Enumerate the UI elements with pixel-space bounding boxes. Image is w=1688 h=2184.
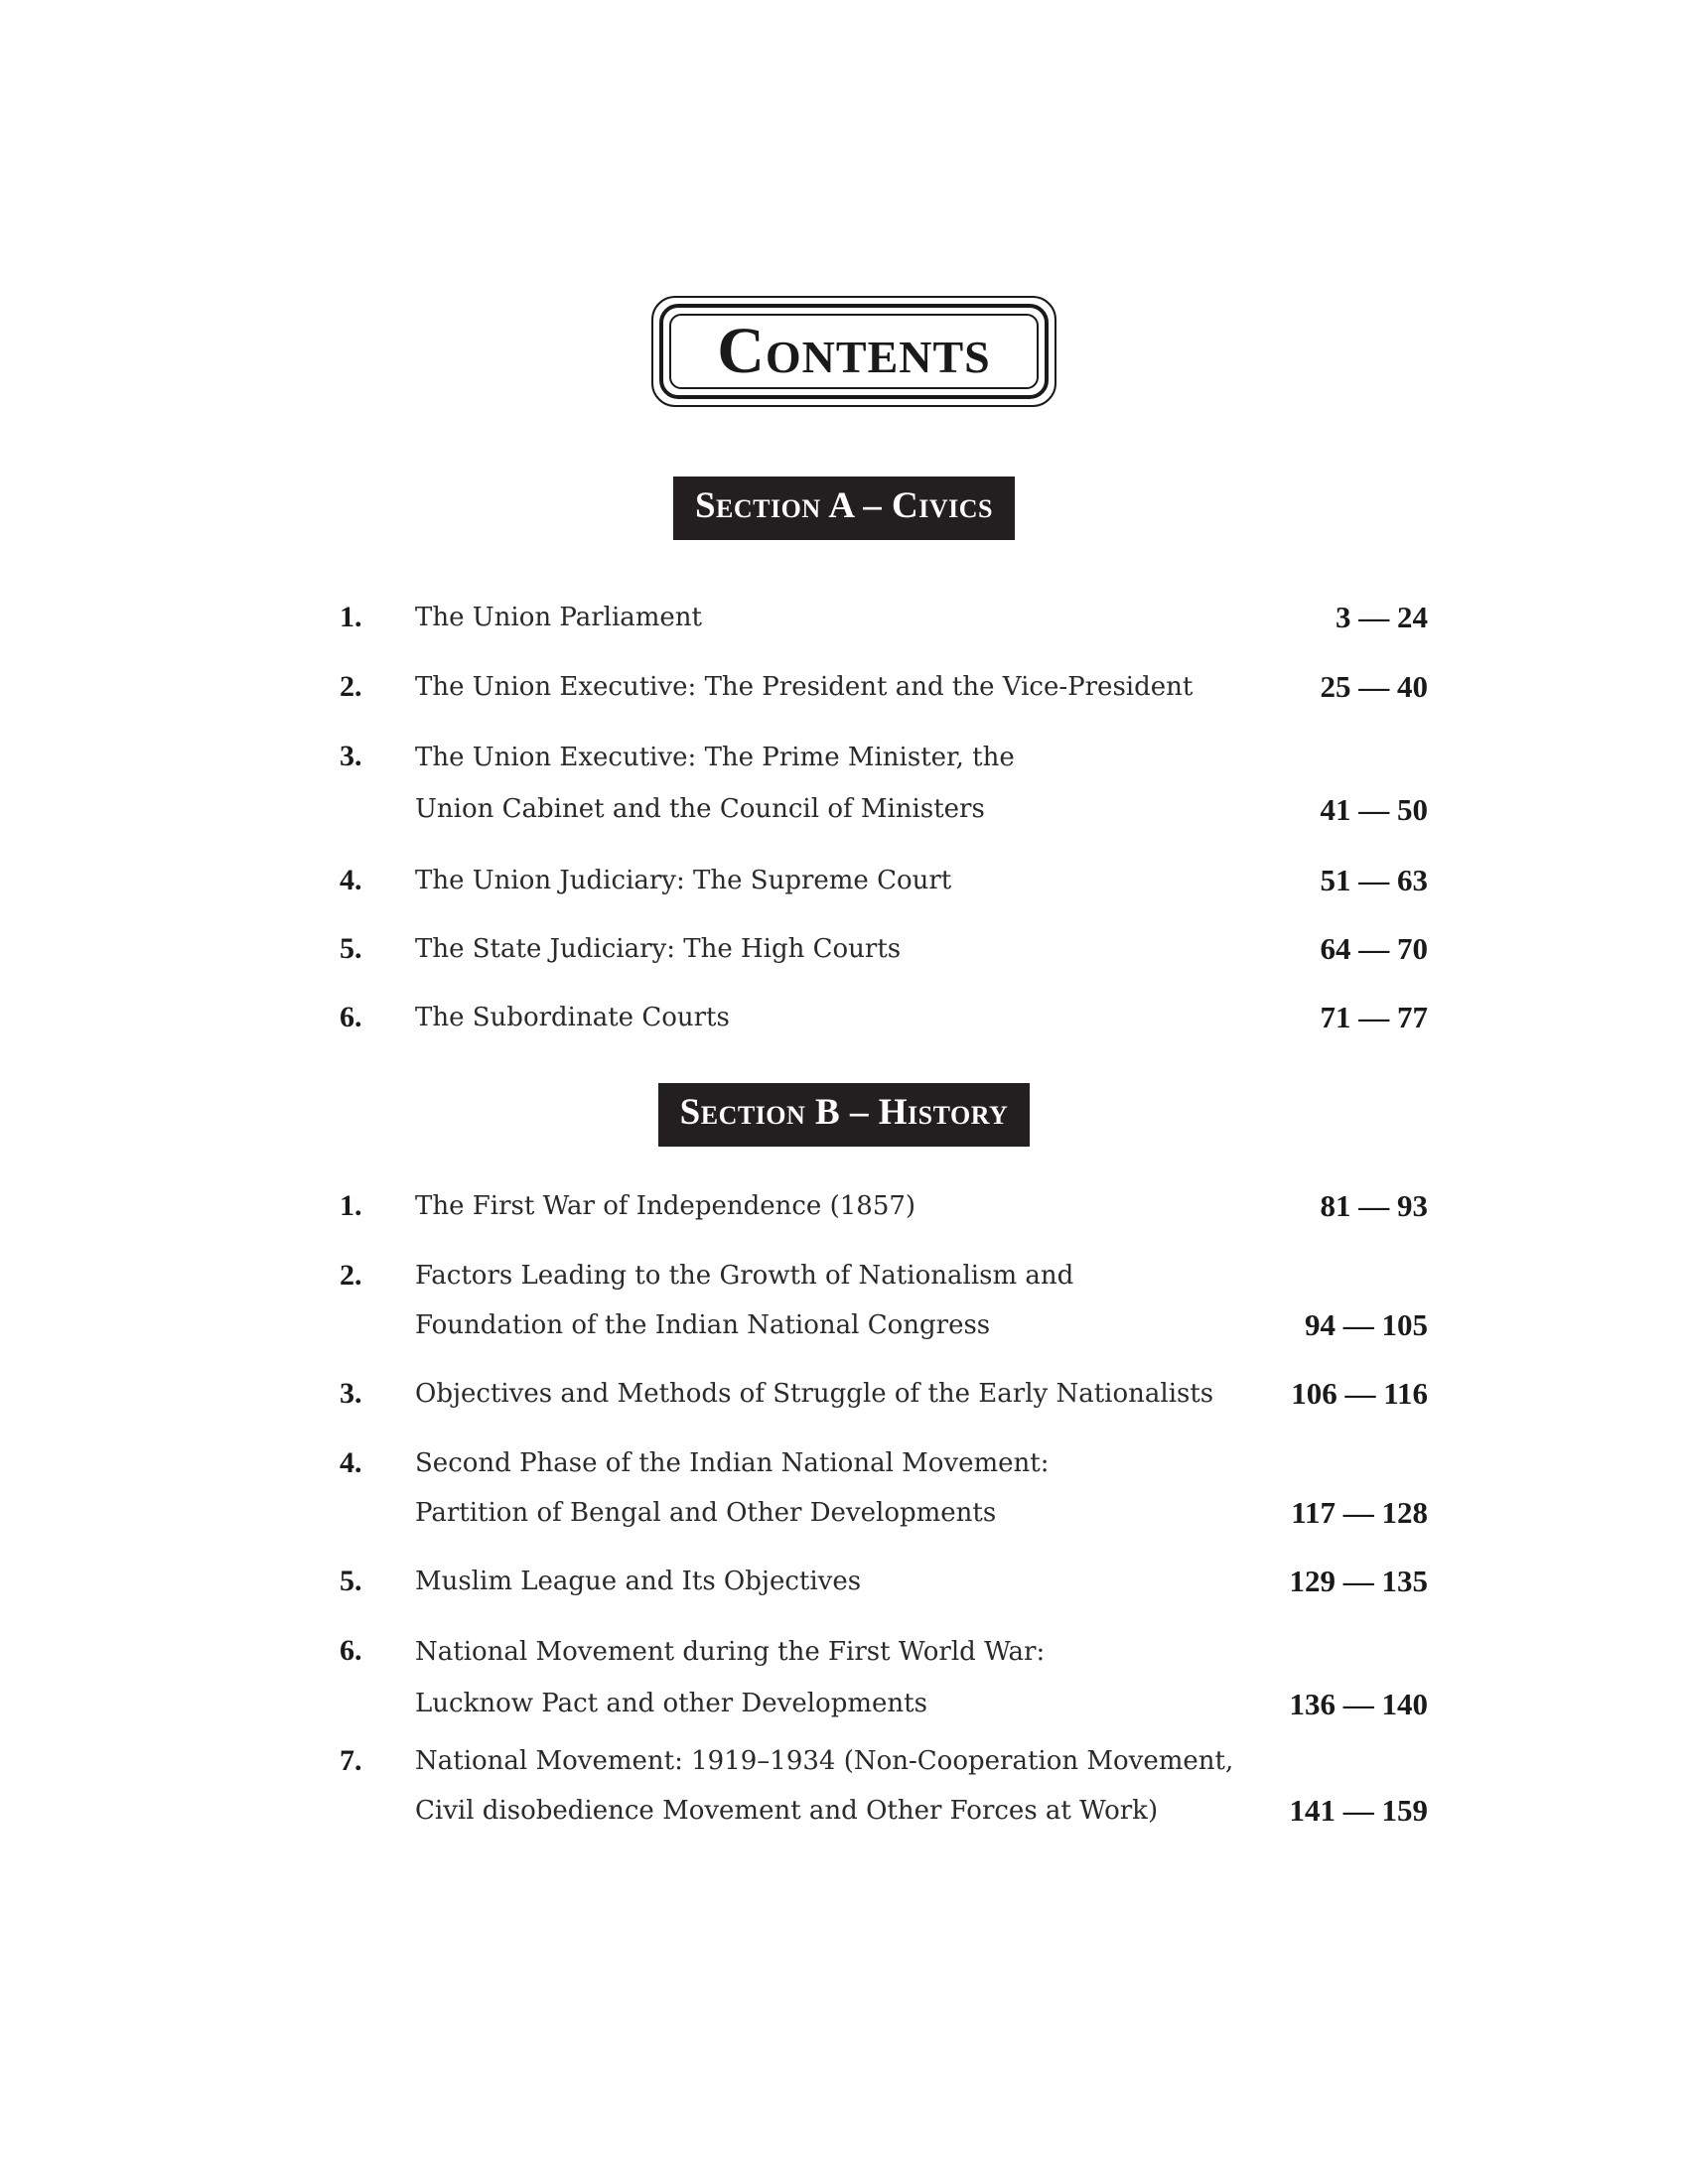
entry-pages: 141 — 159 bbox=[1289, 1793, 1428, 1828]
entry-title-line: Lucknow Pact and other Developments bbox=[415, 1689, 927, 1718]
entry-title bbox=[415, 993, 1269, 1042]
entry-number: 6. bbox=[340, 1634, 362, 1667]
toc-entry[interactable] bbox=[340, 1438, 1428, 1538]
entry-pages: 71 — 77 bbox=[1320, 1000, 1428, 1034]
entry-title-line: The Union Executive: The Prime Minister, the bbox=[415, 743, 1015, 772]
entry-pages: 41 — 50 bbox=[1320, 792, 1428, 827]
entry-number: 4. bbox=[340, 1446, 362, 1479]
entry-number: 3. bbox=[340, 740, 362, 772]
entry-number: 2. bbox=[340, 670, 362, 703]
entry-pages: 64 — 70 bbox=[1320, 931, 1428, 966]
entry-pages: 25 — 40 bbox=[1320, 669, 1428, 704]
entry-title-line: Partition of Bengal and Other Developments bbox=[415, 1498, 997, 1528]
entry-pages: 117 — 128 bbox=[1291, 1495, 1428, 1530]
section-b-header bbox=[0, 1083, 1688, 1147]
entry-title bbox=[415, 856, 1269, 905]
entry-title-line: National Movement: 1919–1934 (Non-Cooperation Movement, bbox=[415, 1746, 1234, 1776]
entry-title-line: The Union Judiciary: The Supreme Court bbox=[415, 866, 952, 895]
entry-title bbox=[415, 1438, 1269, 1538]
toc-entry[interactable] bbox=[340, 1736, 1428, 1836]
entry-title-line: The Union Executive: The President and the Vice-President bbox=[415, 672, 1194, 702]
entry-number: 7. bbox=[340, 1744, 362, 1777]
entry-title bbox=[415, 1736, 1269, 1836]
entry-title bbox=[415, 1626, 1269, 1729]
entry-title bbox=[415, 1181, 1269, 1231]
entry-number: 1. bbox=[340, 1189, 362, 1222]
entry-title-line: Factors Leading to the Growth of Nationalism and bbox=[415, 1261, 1074, 1291]
contents-title-frame bbox=[651, 296, 1056, 407]
entry-number: 3. bbox=[340, 1377, 362, 1410]
section-a-heading: Section A – Civics bbox=[673, 477, 1015, 540]
toc-entry[interactable] bbox=[340, 1369, 1428, 1419]
toc-entry[interactable] bbox=[340, 856, 1428, 905]
entry-title bbox=[415, 1557, 1269, 1606]
toc-entry[interactable] bbox=[340, 732, 1428, 835]
toc-entry[interactable] bbox=[340, 1181, 1428, 1231]
entry-title bbox=[415, 1251, 1269, 1350]
entry-pages: 94 — 105 bbox=[1305, 1307, 1428, 1342]
entry-pages: 51 — 63 bbox=[1320, 863, 1428, 897]
entry-title bbox=[415, 924, 1269, 974]
entry-title-line: National Movement during the First World War: bbox=[415, 1637, 1046, 1667]
toc-entry[interactable] bbox=[340, 1251, 1428, 1350]
entry-title-line: Second Phase of the Indian National Movement: bbox=[415, 1448, 1050, 1478]
entry-pages: 3 — 24 bbox=[1336, 600, 1428, 634]
entry-number: 5. bbox=[340, 932, 362, 965]
entry-number: 4. bbox=[340, 864, 362, 896]
toc-entry[interactable] bbox=[340, 593, 1428, 642]
entry-number: 1. bbox=[340, 601, 362, 633]
page-title: Contents bbox=[717, 315, 991, 387]
entry-title bbox=[415, 593, 1269, 642]
section-b-heading: Section B – History bbox=[658, 1083, 1031, 1147]
title-frame-inner bbox=[669, 314, 1039, 389]
entry-number: 2. bbox=[340, 1259, 362, 1292]
entry-title-line: The State Judiciary: The High Courts bbox=[415, 934, 902, 964]
entry-number: 6. bbox=[340, 1001, 362, 1033]
toc-entry[interactable] bbox=[340, 1626, 1428, 1729]
entry-title-line: The First War of Independence (1857) bbox=[415, 1191, 916, 1221]
entry-pages: 136 — 140 bbox=[1289, 1687, 1428, 1721]
entry-title-line: The Union Parliament bbox=[415, 603, 702, 632]
entry-pages: 81 — 93 bbox=[1320, 1188, 1428, 1223]
entry-title bbox=[415, 1369, 1269, 1419]
entry-pages: 106 — 116 bbox=[1291, 1376, 1428, 1411]
entry-title-line: Foundation of the Indian National Congress bbox=[415, 1310, 991, 1340]
entry-title bbox=[415, 662, 1269, 712]
entry-title-line: The Subordinate Courts bbox=[415, 1003, 730, 1032]
section-a-header bbox=[0, 477, 1688, 540]
toc-entry[interactable] bbox=[340, 1557, 1428, 1606]
entry-title bbox=[415, 732, 1269, 835]
entry-title-line: Objectives and Methods of Struggle of the Early Nationalists bbox=[415, 1379, 1214, 1409]
entry-number: 5. bbox=[340, 1565, 362, 1597]
entry-title-line: Civil disobedience Movement and Other Forces at Work) bbox=[415, 1796, 1159, 1826]
toc-entry[interactable] bbox=[340, 993, 1428, 1042]
toc-entry[interactable] bbox=[340, 924, 1428, 974]
entry-pages: 129 — 135 bbox=[1289, 1564, 1428, 1598]
toc-entry[interactable] bbox=[340, 662, 1428, 712]
entry-title-line: Muslim League and Its Objectives bbox=[415, 1567, 862, 1596]
entry-title-line: Union Cabinet and the Council of Ministers bbox=[415, 794, 985, 824]
